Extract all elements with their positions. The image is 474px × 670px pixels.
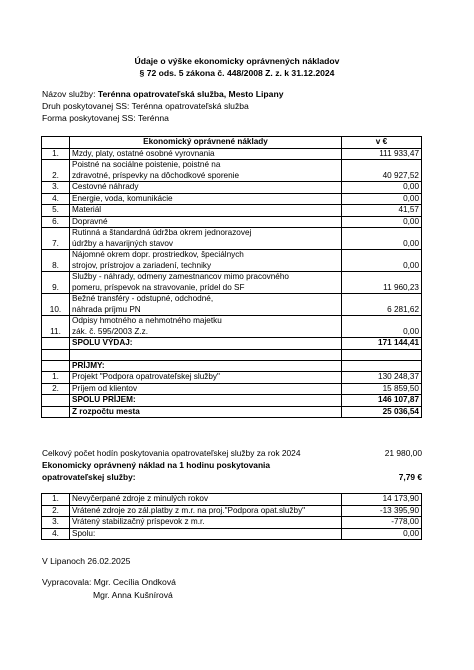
income-row-value: 15 859,50	[342, 383, 422, 395]
cost-row-label-line: strojov, prístrojov a zariadení, techniky	[72, 260, 212, 270]
cost-row-label	[70, 160, 342, 182]
cost-row	[42, 148, 422, 160]
cost-row	[42, 294, 422, 316]
cost-row	[42, 205, 422, 217]
cost-row-label-line: Cestovné náhrady	[72, 182, 139, 191]
cost-row-number: 6.	[42, 216, 70, 228]
cost-row-number: 8.	[42, 250, 70, 272]
cost-row-label-line: pomeru, príspevok na stravovanie, prídel do SF	[72, 282, 245, 292]
costs-total-value: 171 144,41	[342, 338, 422, 350]
cost-row	[42, 272, 422, 294]
cost-row-number: 1.	[42, 148, 70, 160]
cost-row-label	[70, 193, 342, 205]
hour-cost-label-line1: Ekonomicky oprávnený náklad na 1 hodinu poskytovania	[42, 460, 271, 470]
cost-row-label	[70, 250, 342, 272]
cost-row-label	[70, 228, 342, 250]
cost-row-value: 0,00	[342, 182, 422, 194]
cost-row-number: 10.	[42, 294, 70, 316]
cost-row-value: 0,00	[342, 228, 422, 250]
refunds-table	[41, 493, 422, 540]
prepared-line	[42, 577, 176, 587]
cost-row-label	[70, 148, 342, 160]
service-name-line	[42, 89, 283, 99]
refund-row	[42, 517, 422, 529]
cost-row-value: 11 960,23	[342, 272, 422, 294]
costs-total-empty	[42, 338, 70, 350]
budget-label: Z rozpočtu mesta	[70, 406, 342, 418]
prepared-label: Vypracovala:	[42, 577, 92, 587]
refund-row-value: 0,00	[342, 528, 422, 540]
income-row-value: 130 248,37	[342, 372, 422, 384]
costs-header-unit: v €	[342, 137, 422, 149]
costs-table	[41, 136, 422, 418]
costs-total-label: SPOLU VÝDAJ:	[70, 338, 342, 350]
income-total-value: 146 107,87	[342, 395, 422, 407]
spacer-cell	[342, 349, 422, 360]
cost-row-number: 11.	[42, 316, 70, 338]
income-row	[42, 372, 422, 384]
spacer-cell	[42, 349, 70, 360]
cost-row-label-line: Mzdy, platy, ostatné osobné vyrovnania	[72, 148, 215, 158]
refund-row-number: 2.	[42, 505, 70, 517]
hour-cost-label-line2: opatrovateľskej služby:	[42, 472, 136, 482]
refund-row-label: Vrátené zdroje zo zál.platby z m.r. na proj."Podpora opat.služby"	[70, 505, 342, 517]
cost-row	[42, 216, 422, 228]
place-date: V Lipanoch 26.02.2025	[42, 556, 131, 566]
budget-row	[42, 406, 422, 418]
income-total-row	[42, 395, 422, 407]
hours-line	[42, 448, 422, 458]
spacer-row	[42, 349, 422, 360]
refund-row	[42, 494, 422, 506]
cost-row-number: 7.	[42, 228, 70, 250]
hours-label: Celkový počet hodín poskytovania opatrovateľskej služby za rok 2024	[42, 448, 301, 458]
income-header-label: PRÍJMY:	[70, 360, 342, 372]
cost-row-label-line: náhrada príjmu PN	[72, 304, 141, 314]
document-subtitle: § 72 ods. 5 zákona č. 448/2008 Z. z. k 31.12.2024	[139, 68, 335, 78]
preparer-1: Mgr. Cecília Ondková	[93, 577, 176, 587]
service-type-line: Druh poskytovanej SS: Terénna opatrovateľská služba	[42, 101, 249, 111]
cost-row-label-line: Rutinná a štandardná údržba okrem jednorazovej	[72, 228, 252, 237]
hours-value: 21 980,00	[384, 448, 422, 458]
income-header-value	[342, 360, 422, 372]
cost-row-label-line: Bežné transféry - odstupné, odchodné,	[72, 294, 214, 303]
income-header-empty	[42, 360, 70, 372]
refund-row	[42, 505, 422, 517]
cost-row-label-line: Poistné na sociálne poistenie, poistné na	[72, 160, 221, 169]
cost-row-label-line: Energie, voda, komunikácie	[72, 193, 173, 203]
income-row	[42, 383, 422, 395]
cost-row-label-line: Odpisy hmotného a nehmotného majetku	[72, 316, 222, 325]
refund-row-label: Nevyčerpané zdroje z minulých rokov	[70, 494, 342, 506]
cost-row-label-line: Nájomné okrem dopr. prostriedkov, špeciálnych	[72, 250, 244, 259]
cost-row-label-line: zák. č. 595/2003 Z.z.	[72, 326, 149, 336]
costs-total-row	[42, 338, 422, 350]
cost-row-value: 0,00	[342, 316, 422, 338]
cost-row-label-line: Materiál	[72, 205, 102, 214]
cost-row	[42, 228, 422, 250]
refund-row-number: 3.	[42, 517, 70, 529]
refund-row-number: 1.	[42, 494, 70, 506]
cost-row-label-line: Dopravné	[72, 216, 108, 226]
income-total-empty	[42, 395, 70, 407]
cost-row-value: 41,57	[342, 205, 422, 217]
cost-row-label	[70, 272, 342, 294]
cost-row-number: 2.	[42, 160, 70, 182]
cost-row-number: 3.	[42, 182, 70, 194]
cost-row-value: 40 927,52	[342, 160, 422, 182]
cost-row-label-line: zdravotné, príspevky na dôchodkové sporenie	[72, 170, 240, 180]
refund-row-value: -13 395,90	[342, 505, 422, 517]
refund-row-value: -778,00	[342, 517, 422, 529]
cost-row	[42, 160, 422, 182]
income-row-label: Príjem od klientov	[70, 383, 342, 395]
income-total-label: SPOLU PRÍJEM:	[70, 395, 342, 407]
refund-row	[42, 528, 422, 540]
income-row-label: Projekt "Podpora opatrovateľskej služby"	[70, 372, 342, 384]
service-name-label: Názov služby:	[42, 89, 96, 99]
preparer-2: Mgr. Anna Kušnírová	[93, 590, 173, 600]
costs-header-row	[42, 137, 422, 149]
budget-empty	[42, 406, 70, 418]
refund-row-value: 14 173,90	[342, 494, 422, 506]
income-header-row	[42, 360, 422, 372]
refund-row-label: Spolu:	[70, 528, 342, 540]
cost-row-label	[70, 182, 342, 194]
cost-row-number: 5.	[42, 205, 70, 217]
hour-cost-value: 7,79 €	[398, 472, 422, 482]
cost-row	[42, 182, 422, 194]
cost-row-value: 0,00	[342, 250, 422, 272]
cost-row-label	[70, 294, 342, 316]
budget-value: 25 036,54	[342, 406, 422, 418]
spacer-cell	[70, 349, 342, 360]
costs-header-label: Ekonomický oprávnené náklady	[70, 137, 342, 149]
cost-row-value: 111 933,47	[342, 148, 422, 160]
service-name-value: Terénna opatrovateľská služba, Mesto Lipany	[97, 89, 284, 99]
cost-row-label-line: Služby - náhrady, odmeny zamestnancov mimo pracovného	[72, 272, 289, 281]
cost-row-value: 6 281,62	[342, 294, 422, 316]
cost-row-value: 0,00	[342, 193, 422, 205]
cost-row-number: 4.	[42, 193, 70, 205]
service-form-line: Forma poskytovanej SS: Terénna	[42, 113, 169, 123]
income-row-number: 1.	[42, 372, 70, 384]
cost-row	[42, 250, 422, 272]
cost-row-label	[70, 316, 342, 338]
hour-cost-line	[42, 472, 422, 482]
cost-row-label	[70, 205, 342, 217]
cost-row-label-line: údržby a havarijných stavov	[72, 238, 174, 248]
refund-row-number: 4.	[42, 528, 70, 540]
cost-row	[42, 193, 422, 205]
refund-row-label: Vrátený stabilizačný príspevok z m.r.	[70, 517, 342, 529]
document-title: Údaje o výške ekonomicky oprávnených nákladov	[134, 56, 340, 66]
cost-row-label	[70, 216, 342, 228]
cost-row-value: 0,00	[342, 216, 422, 228]
cost-row	[42, 316, 422, 338]
income-row-number: 2.	[42, 383, 70, 395]
cost-row-number: 9.	[42, 272, 70, 294]
